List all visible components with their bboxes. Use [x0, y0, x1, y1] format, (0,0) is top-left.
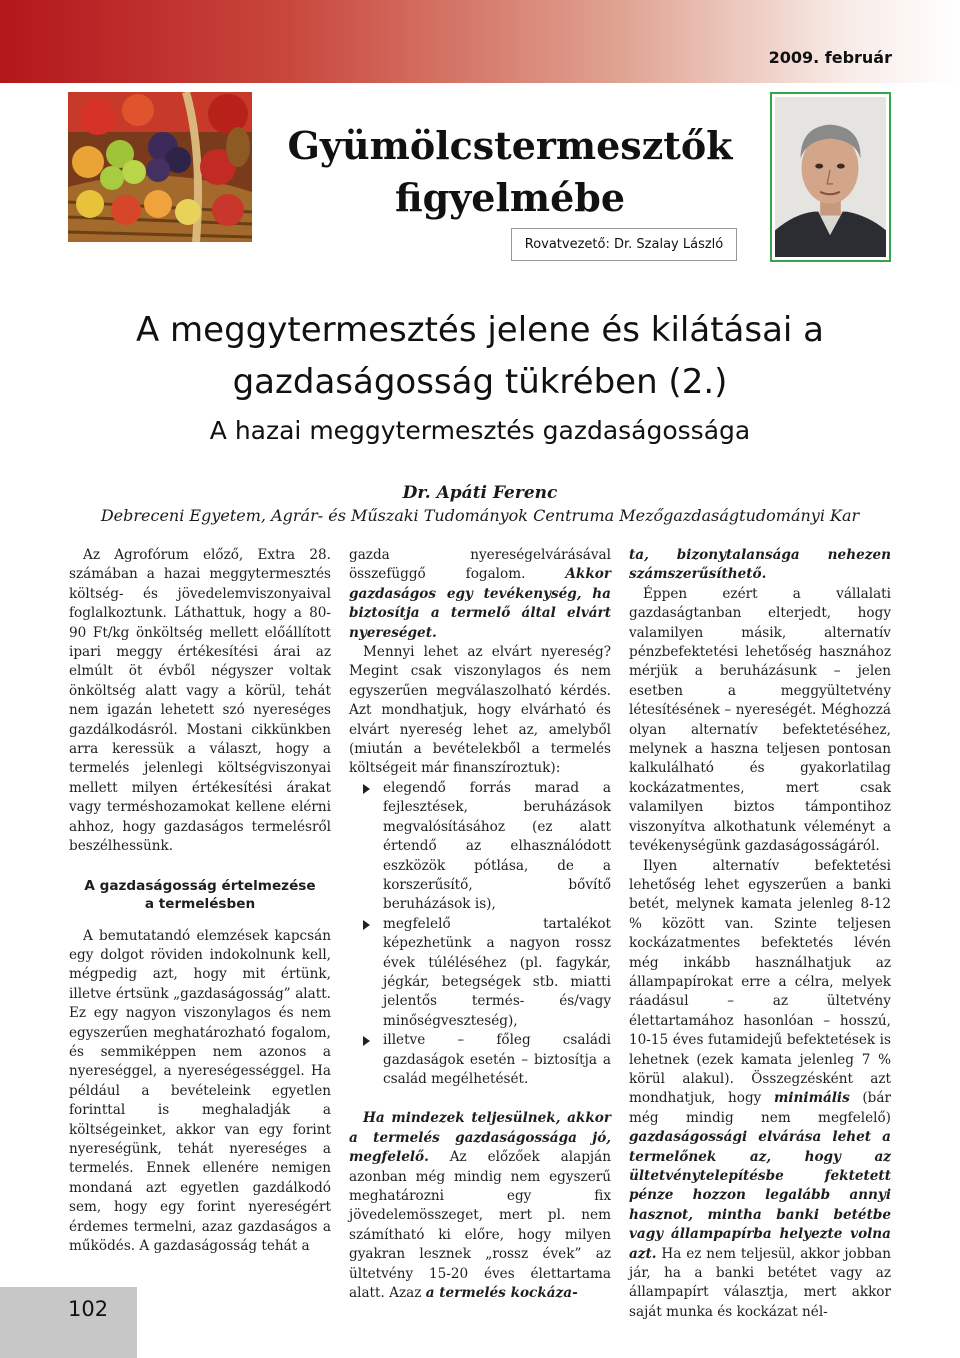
paragraph: Mennyi lehet az elvárt nyereség? Megint csak viszonylagos és nem egyszerűen megválaszolható kérdés. Azt mondhatjuk, hogy elvárható és elvárt nyereség lehet az, amelyből (miután a bevételekből a termelés költségeit már finanszíroztuk):: [349, 644, 611, 777]
author-name: Dr. Apáti Ferenc: [402, 483, 558, 503]
article-subtitle: A hazai meggytermesztés gazdaságossága: [209, 416, 751, 445]
section-heading: [69, 877, 331, 913]
emphasis-text: a termelés kockáza-: [425, 1285, 578, 1302]
text-run: Ilyen alternatív befektetési lehetőség lehet egyszerűen a banki betét, melynek kamata jelenleg 8-12 % között van. Szinte teljesen kockázatmentes befektetés lévén még inkább használhatjuk az állampapírokat erre a célra, melyek ráadásul – az ültetvény élettartamához hasonlóan – hosszú, 10-15 éves futamidejű befektetések is lehetnek (ezek kamata jelenleg 7 % körül alakul). Összegzésként azt mondhatjuk, hogy: [629, 857, 891, 1107]
text-run: gazda nyereségelvárásával összefüggő fogalom.: [349, 547, 611, 583]
list-item-text: elegendő forrás marad a fejlesztések, beruházások megvalósításához (ez alatt értendő az elhasználódott eszközök pótlása, de a korszerűsítő, bővítő beruházások is),: [383, 779, 611, 913]
body-column-3: [629, 546, 891, 1322]
paragraph: [629, 857, 891, 1323]
header-band: [0, 0, 960, 83]
article-title: [40, 304, 920, 408]
bullet-list: [349, 779, 611, 1090]
column-title: [280, 120, 740, 224]
bullet-triangle-icon: [363, 1036, 370, 1046]
fruit-basket-image: [68, 92, 252, 242]
list-item: [349, 779, 611, 915]
column-title-line: Gyümölcstermesztők: [287, 123, 733, 168]
paragraph: A bemutatandó elemzések kapcsán egy dolgot röviden indokolnunk kell, mégpedig azt, hogy mit értünk, illetve értsünk „gazdaságosság” alatt. Ez egy nagyon viszonylagos és nem egyszerűen meghatározható fogalom, és semmiképpen nem azonos a nyereséggel, a nyereségességgel. Ha például a bevételeink egyetlen forinttal is meghaladják a költségeinket, akkor van egy forint nyereségünk, tehát nyereséges a termelés. Ennek ellenére nemigen mondaná azt egyetlen gazdálkodó sem, hogy egy forint nyereségért érdemes termelni, azaz gazdaságos a működés. A gazdaságosság tehát a: [69, 927, 331, 1254]
list-item: [349, 915, 611, 1031]
emphasis-text: Ha mindezek teljesülnek, akkor a termelés gazdaságossága jó, megfelelő.: [349, 1110, 611, 1166]
list-item-text: megfelelő tartalékot képezhetünk a nagyon rossz évek túléléséhez (pl. fagykár, jégkár, betegségek stb. miatti jelentős termés- és/vagy minőségveszteség),: [383, 915, 611, 1029]
section-heading-line: a termelésben: [144, 895, 256, 912]
paragraph: [349, 546, 611, 643]
bullet-triangle-icon: [363, 920, 370, 930]
column-editor: Rovatvezető: Dr. Szalay László: [511, 228, 737, 261]
list-item: [349, 1031, 611, 1089]
paragraph: [349, 1109, 611, 1303]
column-title-line: figyelmébe: [394, 175, 626, 220]
article-title-line: gazdaságosság tükrében (2.): [232, 362, 728, 402]
article-title-line: A meggytermesztés jelene és kilátásai a: [135, 310, 825, 350]
text-run: Ha ez nem teljesül, akkor jobban jár, ha a banki betétet vagy az állampapírt választja, mert akkor saját munka és kockázat nél-: [629, 1245, 891, 1320]
issue-date: 2009. február: [768, 48, 892, 67]
text-run: (bár még mindig nem megfelelő): [629, 1090, 891, 1126]
paragraph: [629, 546, 891, 585]
emphasis-text: minimális: [773, 1090, 850, 1107]
emphasis-text: ta, bizonytalansága nehezen számszerűsíthető.: [629, 547, 891, 583]
body-column-2: [349, 546, 611, 1303]
paragraph: Éppen ezért a vállalati gazdaságtanban elterjedt, hogy valamilyen másik, alternatív pénzbefektetési lehetőség hasznához mérjük a beruházásunk – jelen esetben a meggyültetvény létesítésének – nyereségét. Méghozzá olyan alternatív befektetéséhez, melynek a haszna teljesen pontosan kalkulálható és gyakorlatilag kockázatmentes, mert csak valamilyen biztos támpontihoz viszonyítva alkothatunk véleményt a tevékenységünk gazdaságosságáról.: [629, 585, 891, 855]
paragraph: Az Agrofórum előző, Extra 28. számában a hazai meggytermesztés költség- és jövedelemviszonyaival foglalkoztunk. Láthattuk, hogy a 80-90 Ft/kg önköltség mellett előállított ipari meggy értékesítési árai az elmúlt öt évből négyszer voltak önköltség alatt vagy a körül, tehát nem igazán lehetett szó nyereséges gazdálkodásról. Mostani cikkünkben arra keressük a választ, hogy a termelés jelenlegi költségviszonyai mellett milyen értékesítési árakat vagy terméshozamokat kellene elérni ahhoz, hogy gazdaságos termelésről beszélhessünk.: [69, 547, 331, 855]
bullet-triangle-icon: [363, 784, 370, 794]
emphasis-text: Akkor gazdaságos egy tevékenység, ha biztosítja a termelő által elvárt nyereséget.: [349, 566, 611, 641]
body-column-1: [69, 546, 331, 1256]
page-number: 102: [68, 1297, 109, 1321]
emphasis-text: gazdaságossági elvárása lehet a termelőnek az, hogy az ültetvénytelepítésbe fektetett pénze hozzon legalább annyi hasznot, mintha banki betétbe vagy állampapírba helyezte volna azt.: [629, 1129, 891, 1262]
text-run: Az előzőek alapján azonban még mindig nem egyszerű meghatározni egy fix jövedelemösszeget, mert pl. nem számítható ki előre, hogy milyen gyakran lesznek „rossz évek” az ültetvény 15-20 éves élettartama alatt. Azaz: [349, 1149, 611, 1302]
author-portrait: [770, 92, 891, 262]
author-affiliation: Debreceni Egyetem, Agrár- és Műszaki Tudományok Centruma Mezőgazdaságtudományi Kar: [100, 506, 860, 525]
list-item-text: illetve – főleg családi gazdaságok esetén – biztosítja a család megélhetését.: [383, 1032, 611, 1087]
section-heading-line: A gazdaságosság értelmezése: [84, 877, 316, 894]
